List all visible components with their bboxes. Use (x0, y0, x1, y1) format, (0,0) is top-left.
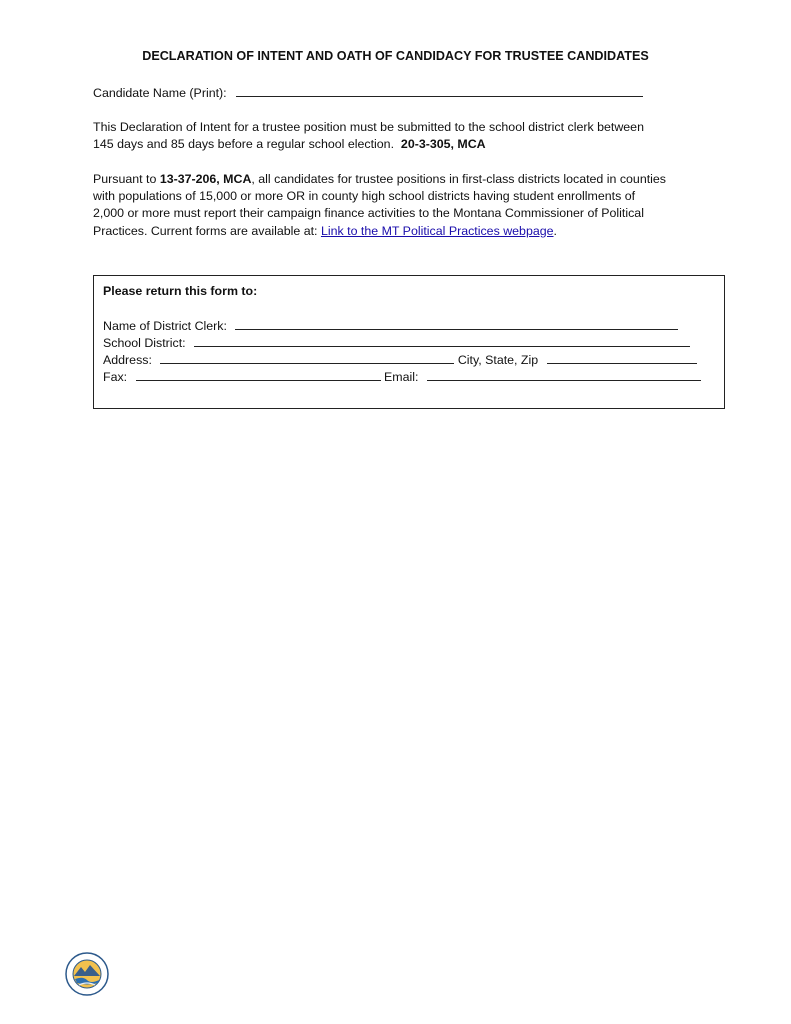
candidate-name-field[interactable] (93, 85, 643, 100)
para2-end: . (553, 223, 557, 238)
email-blank[interactable] (427, 369, 701, 381)
district-label: School District: (103, 336, 186, 350)
return-heading: Please return this form to: (103, 284, 258, 298)
district-blank[interactable] (194, 335, 690, 347)
finance-paragraph (93, 171, 666, 240)
seal-icon (65, 952, 109, 996)
para2-citation: 13-37-206, MCA (159, 172, 252, 186)
clerk-label: Name of District Clerk: (103, 319, 227, 333)
candidate-name-label: Candidate Name (Print): (93, 86, 227, 100)
para2-prefix: Pursuant to (93, 172, 160, 186)
fax-blank[interactable] (136, 369, 381, 381)
page-title: DECLARATION OF INTENT AND OATH OF CANDIDACY FOR TRUSTEE CANDIDATES (142, 49, 649, 63)
address-label: Address: (103, 353, 152, 367)
return-form-box (93, 275, 725, 409)
fax-label: Fax: (103, 370, 128, 384)
district-field[interactable] (103, 335, 690, 350)
political-practices-link[interactable]: Link to the MT Political Practices webpage (320, 223, 554, 238)
clerk-field[interactable] (103, 318, 678, 333)
fax-row (103, 369, 701, 384)
para1-line1: This Declaration of Intent for a trustee position must be submitted to the school district clerk between (93, 120, 644, 134)
email-label: Email: (384, 370, 419, 384)
city-blank[interactable] (547, 352, 697, 364)
para1-citation: 20-3-305, MCA (400, 137, 486, 152)
commissioner-seal-logo (65, 952, 109, 996)
address-blank[interactable] (160, 352, 454, 364)
clerk-blank[interactable] (235, 318, 678, 330)
para2-line1: , all candidates for trustee positions in first-class districts located in counties (251, 172, 666, 186)
submission-paragraph (93, 119, 644, 153)
para1-line2: 145 days and 85 days before a regular school election. (93, 137, 395, 152)
para2-line2: with populations of 15,000 or more OR in county high school districts having student enrollments of (93, 189, 636, 204)
address-row (103, 352, 697, 367)
candidate-name-blank[interactable] (236, 85, 643, 97)
para2-line4: Practices. Current forms are available at: (93, 223, 321, 238)
city-label: City, State, Zip (457, 353, 539, 367)
para2-line3: 2,000 or more must report their campaign finance activities to the Montana Commissioner of Political (93, 206, 644, 221)
